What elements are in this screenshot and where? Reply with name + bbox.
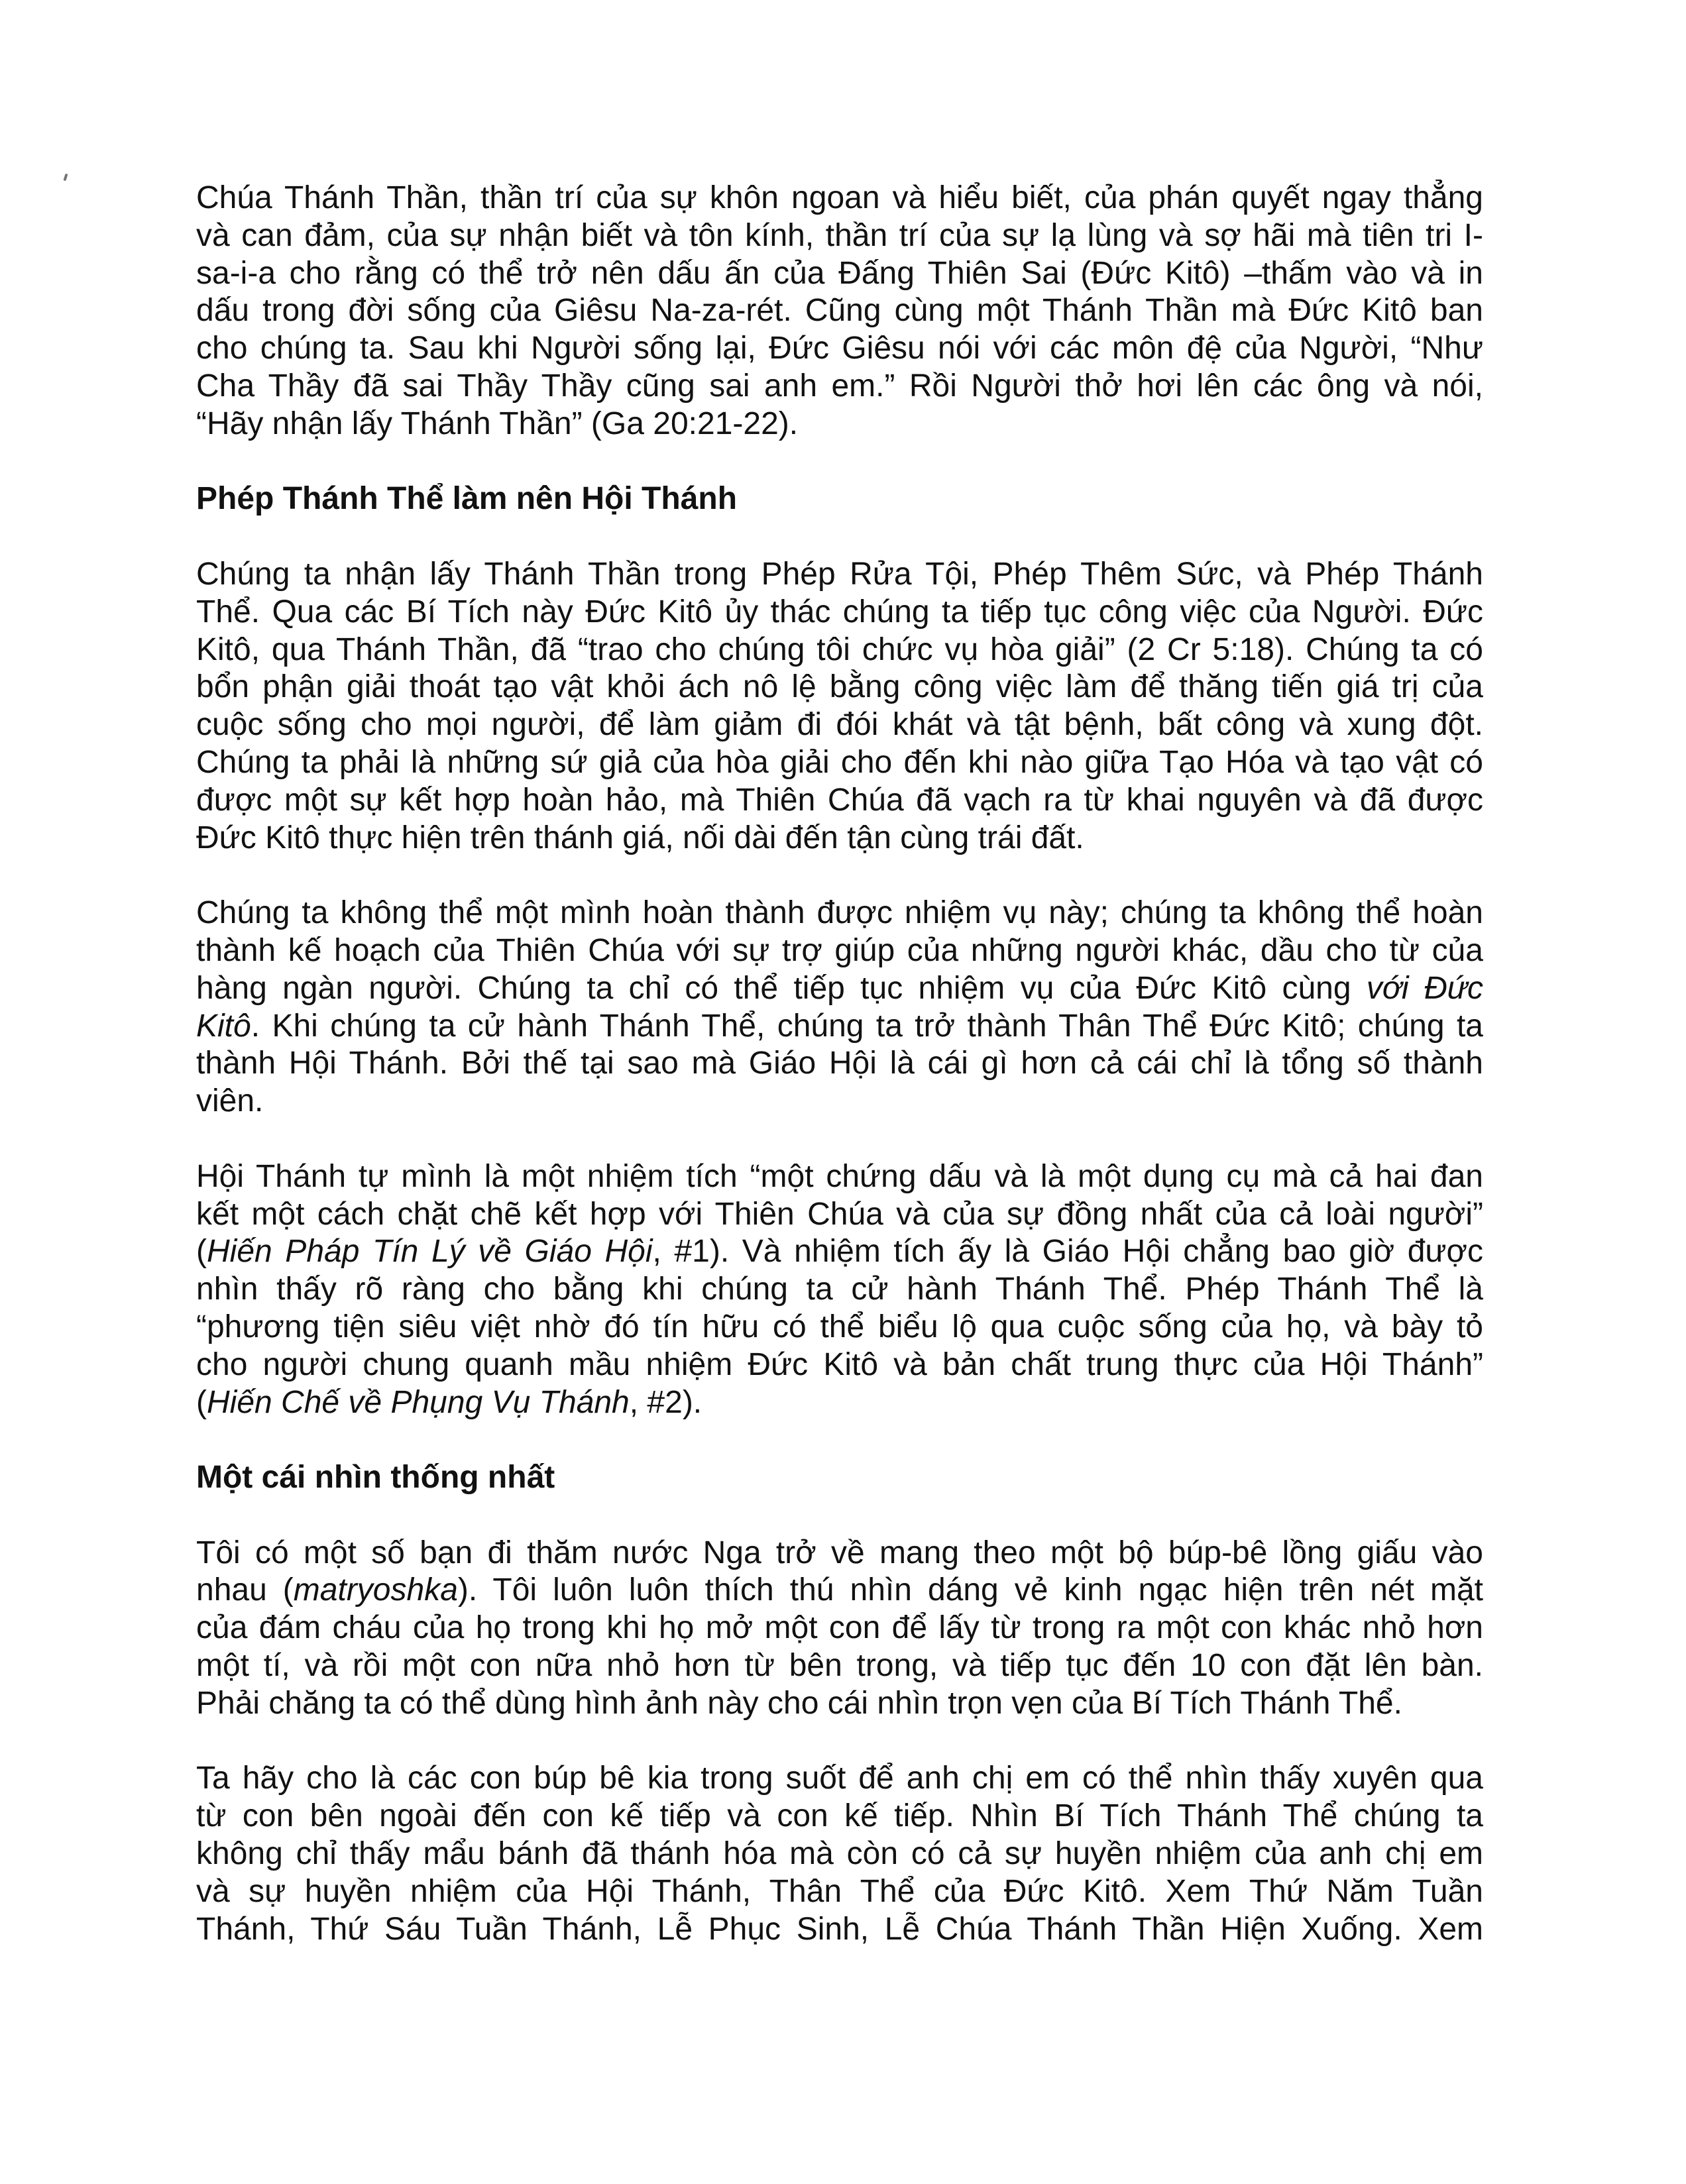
text-line: được một sự kết hợp hoàn hảo, mà Thiên Chúa đã vạch ra từ khai nguyên và đã được (196, 782, 1483, 818)
text-line: Thể. Qua các Bí Tích này Đức Kitô ủy thác chúng ta tiếp tục công việc của Người. Đức (196, 594, 1483, 629)
text-line: thành Hội Thánh. Bởi thế tại sao mà Giáo Hội là cái gì hơn cả cái chỉ là tổng số thành (196, 1046, 1483, 1081)
text-line: Tôi có một số bạn đi thăm nước Nga trở về mang theo một bộ búp-bê lồng giấu vào (196, 1535, 1483, 1570)
text-line: và can đảm, của sự nhận biết và tôn kính, thần trí của sự lạ lùng và sợ hãi mà tiên tri I- (196, 217, 1483, 253)
text-line: “phương tiện siêu việt nhờ đó tín hữu có thể biểu lộ qua cuộc sống của họ, và bày tỏ (196, 1309, 1483, 1344)
section-heading: Phép Thánh Thể làm nên Hội Thánh (196, 481, 738, 517)
text-line: từ con bên ngoài đến con kế tiếp và con kế tiếp. Nhìn Bí Tích Thánh Thể chúng ta (196, 1798, 1483, 1834)
text-line (196, 1384, 1483, 1422)
text-segment: ( (196, 1384, 207, 1420)
italic-text: Hiến Pháp Tín Lý về Giáo Hội (206, 1234, 653, 1270)
text-column (196, 180, 1483, 1986)
paragraph (196, 1535, 1483, 1723)
text-line: bổn phận giải thoát tạo vật khỏi ách nô lệ bằng công việc làm để thăng tiến giá trị của (196, 669, 1483, 705)
paragraph (196, 556, 1483, 857)
text-line (196, 1008, 1483, 1046)
text-segment: hàng ngàn người. Chúng ta chỉ có thể tiếp tục nhiệm vụ của Đức Kitô cùng (196, 970, 1367, 1006)
text-line: một tí, và rồi một con nữa nhỏ hơn từ bên trong, và tiếp tục đến 10 con đặt lên bàn. (196, 1648, 1483, 1684)
section-heading: Một cái nhìn thống nhất (196, 1460, 555, 1496)
text-line: và sự huyền nhiệm của Hội Thánh, Thân Thể của Đức Kitô. Xem Thứ Năm Tuần (196, 1873, 1483, 1909)
text-segment: , #1). Và nhiệm tích ấy là Giáo Hội chẳng bao giờ được (652, 1234, 1483, 1270)
text-line: viên. (196, 1083, 264, 1119)
text-line: Cha Thầy đã sai Thầy Thầy cũng sai anh em.” Rồi Người thở hơi lên các ông và nói, (196, 368, 1483, 404)
text-line: Chúa Thánh Thần, thần trí của sự khôn ngoan và hiểu biết, của phán quyết ngay thẳng (196, 180, 1483, 215)
text-line (196, 1233, 1483, 1271)
text-segment: , #2). (629, 1384, 702, 1420)
text-segment: nhau ( (196, 1572, 294, 1608)
text-line: dấu trong đời sống của Giêsu Na-za-rét. Cũng cùng một Thánh Thần mà Đức Kitô ban (196, 293, 1483, 329)
text-line: cho người chung quanh mầu nhiệm Đức Kitô và bản chất trung thực của Hội Thánh” (196, 1346, 1483, 1382)
text-line: sa-i-a cho rằng có thể trở nên dấu ấn của Đấng Thiên Sai (Đức Kitô) –thấm vào và in (196, 255, 1483, 291)
scan-mark (63, 174, 68, 182)
text-line: cho chúng ta. Sau khi Người sống lại, Đức Giêsu nói với các môn đệ của Người, “Như (196, 331, 1483, 366)
paragraph (196, 1158, 1483, 1422)
text-line: Chúng ta nhận lấy Thánh Thần trong Phép Rửa Tội, Phép Thêm Sức, và Phép Thánh (196, 556, 1483, 592)
text-line (196, 1572, 1483, 1610)
text-line: Đức Kitô thực hiện trên thánh giá, nối dài đến tận cùng trái đất. (196, 820, 1084, 855)
text-line: Chúng ta không thể một mình hoàn thành được nhiệm vụ này; chúng ta không thể hoàn (196, 895, 1483, 931)
text-line: nhìn thấy rõ ràng cho bằng khi chúng ta cử hành Thánh Thể. Phép Thánh Thể là (196, 1272, 1483, 1307)
italic-text: matryoshka (293, 1572, 458, 1608)
italic-text: Hiến Chế về Phụng Vụ Thánh (206, 1384, 630, 1420)
text-segment: ( (196, 1234, 207, 1270)
paragraph (196, 1760, 1483, 1948)
text-line: thành kế hoạch của Thiên Chúa với sự trợ giúp của những người khác, dầu cho từ của (196, 932, 1483, 968)
text-line: Kitô, qua Thánh Thần, đã “trao cho chúng tôi chức vụ hòa giải” (2 Cr 5:18). Chúng ta có (196, 631, 1483, 667)
text-line: “Hãy nhận lấy Thánh Thần” (Ga 20:21-22). (196, 406, 799, 441)
text-line (196, 970, 1483, 1008)
text-segment: ). Tôi luôn luôn thích thú nhìn dáng vẻ kinh ngạc hiện trên nét mặt (457, 1572, 1483, 1608)
text-line: Ta hãy cho là các con búp bê kia trong suốt để anh chị em có thể nhìn thấy xuyên qua (196, 1761, 1483, 1796)
paragraph (196, 180, 1483, 443)
italic-text: với Đức (1366, 970, 1483, 1006)
text-line: kết một cách chặt chẽ kết hợp với Thiên Chúa và của sự đồng nhất của cả loài người” (196, 1196, 1483, 1232)
text-line: của đám cháu của họ trong khi họ mở một con để lấy từ trong ra một con khác nhỏ hơn (196, 1610, 1483, 1646)
text-line: Thánh, Thứ Sáu Tuần Thánh, Lễ Phục Sinh, Lễ Chúa Thánh Thần Hiện Xuống. Xem (196, 1911, 1483, 1947)
text-line: không chỉ thấy mẩu bánh đã thánh hóa mà còn có cả sự huyền nhiệm của anh chị em (196, 1836, 1483, 1872)
italic-text: Kitô (196, 1008, 251, 1044)
text-line: cuộc sống cho mọi người, để làm giảm đi đói khát và tật bệnh, bất công và xung đột. (196, 707, 1483, 743)
text-line: Hội Thánh tự mình là một nhiệm tích “một chứng dấu và là một dụng cụ mà cả hai đan (196, 1158, 1483, 1194)
paragraph (196, 895, 1483, 1120)
text-line: Phải chăng ta có thể dùng hình ảnh này cho cái nhìn trọn vẹn của Bí Tích Thánh Thể. (196, 1685, 1402, 1721)
text-segment: . Khi chúng ta cử hành Thánh Thể, chúng ta trở thành Thân Thể Đức Kitô; chúng ta (251, 1008, 1483, 1044)
text-line: Chúng ta phải là những sứ giả của hòa giải cho đến khi nào giữa Tạo Hóa và tạo vật có (196, 744, 1483, 780)
